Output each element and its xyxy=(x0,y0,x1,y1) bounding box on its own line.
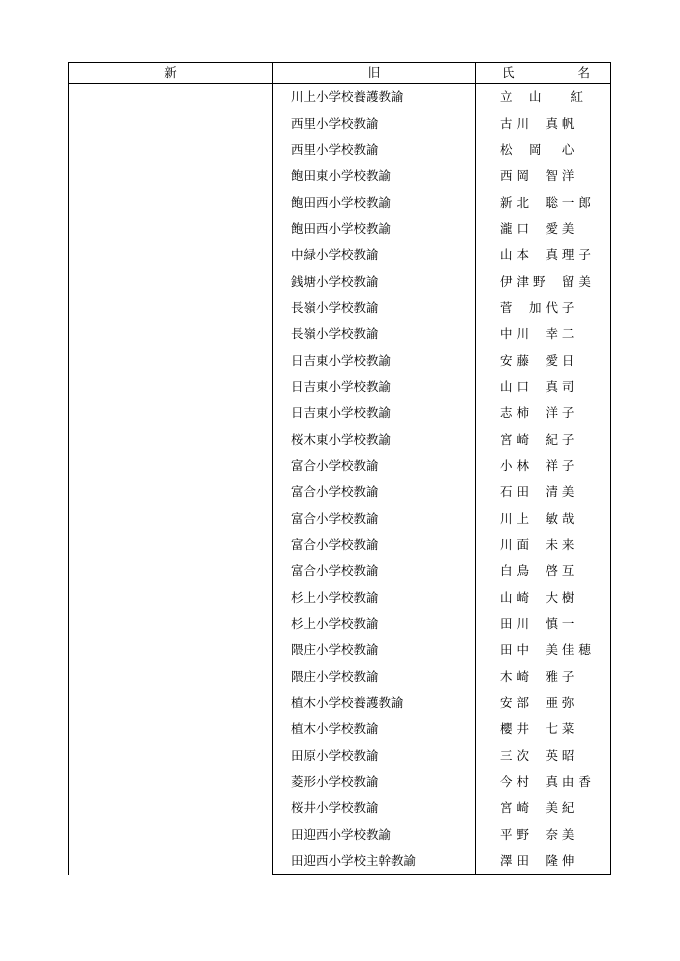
name-cell: 安 藤 愛 日 xyxy=(476,347,611,373)
name-cell: 新 北 聡 一 郎 xyxy=(476,189,611,215)
old-position-cell: 銭塘小学校教諭 xyxy=(273,268,476,294)
old-position-cell: 杉上小学校教諭 xyxy=(273,611,476,637)
name-cell: 中 川 幸 二 xyxy=(476,321,611,347)
old-position-cell: 飽田東小学校教諭 xyxy=(273,163,476,189)
old-position-cell: 桜井小学校教諭 xyxy=(273,795,476,821)
old-position-cell: 富合小学校教諭 xyxy=(273,532,476,558)
old-position-cell: 植木小学校教諭 xyxy=(273,716,476,742)
header-name-given: 名 xyxy=(577,65,590,80)
old-position-cell: 桜木東小学校教諭 xyxy=(273,426,476,452)
name-cell: 田 中 美 佳 穂 xyxy=(476,637,611,663)
name-cell: 宮 崎 紀 子 xyxy=(476,426,611,452)
name-cell: 川 上 敏 哉 xyxy=(476,506,611,532)
name-cell: 木 崎 雅 子 xyxy=(476,664,611,690)
table-row xyxy=(69,84,611,111)
old-position-cell: 川上小学校養護教諭 xyxy=(273,84,476,111)
name-cell: 今 村 真 由 香 xyxy=(476,769,611,795)
old-position-cell: 田迎西小学校教諭 xyxy=(273,822,476,848)
old-position-cell: 植木小学校養護教諭 xyxy=(273,690,476,716)
name-cell: 川 面 未 来 xyxy=(476,532,611,558)
name-cell: 山 口 真 司 xyxy=(476,374,611,400)
old-position-cell: 富合小学校教諭 xyxy=(273,506,476,532)
old-position-cell: 西里小学校教諭 xyxy=(273,110,476,136)
table-header-row xyxy=(69,63,611,84)
old-position-cell: 杉上小学校教諭 xyxy=(273,585,476,611)
name-cell: 白 鳥 啓 互 xyxy=(476,558,611,584)
old-position-cell: 田原小学校教諭 xyxy=(273,743,476,769)
new-position-cell xyxy=(69,84,273,875)
name-cell: 小 林 祥 子 xyxy=(476,453,611,479)
name-cell: 平 野 奈 美 xyxy=(476,822,611,848)
old-position-cell: 長嶺小学校教諭 xyxy=(273,295,476,321)
name-cell: 西 岡 智 洋 xyxy=(476,163,611,189)
old-position-cell: 田迎西小学校主幹教諭 xyxy=(273,848,476,875)
old-position-cell: 中緑小学校教諭 xyxy=(273,242,476,268)
old-position-cell: 長嶺小学校教諭 xyxy=(273,321,476,347)
old-position-cell: 西里小学校教諭 xyxy=(273,137,476,163)
name-cell: 三 次 英 昭 xyxy=(476,743,611,769)
name-cell: 立 山 紅 xyxy=(476,84,611,111)
old-position-cell: 飽田西小学校教諭 xyxy=(273,189,476,215)
name-cell: 澤 田 隆 伸 xyxy=(476,848,611,875)
personnel-table-container xyxy=(68,62,610,875)
old-position-cell: 日吉東小学校教諭 xyxy=(273,374,476,400)
name-cell: 菅 加 代 子 xyxy=(476,295,611,321)
header-old: 旧 xyxy=(273,63,476,84)
name-cell: 志 柿 洋 子 xyxy=(476,400,611,426)
old-position-cell: 日吉東小学校教諭 xyxy=(273,400,476,426)
name-cell: 宮 崎 美 紀 xyxy=(476,795,611,821)
name-cell: 松 岡 心 xyxy=(476,137,611,163)
old-position-cell: 飽田西小学校教諭 xyxy=(273,216,476,242)
header-name xyxy=(476,63,611,84)
name-cell: 櫻 井 七 菜 xyxy=(476,716,611,742)
name-cell: 古 川 真 帆 xyxy=(476,110,611,136)
old-position-cell: 隈庄小学校教諭 xyxy=(273,637,476,663)
header-name-surname: 氏 xyxy=(502,65,515,80)
name-cell: 山 崎 大 樹 xyxy=(476,585,611,611)
old-position-cell: 隈庄小学校教諭 xyxy=(273,664,476,690)
old-position-cell: 日吉東小学校教諭 xyxy=(273,347,476,373)
name-cell: 瀧 口 愛 美 xyxy=(476,216,611,242)
name-cell: 山 本 真 理 子 xyxy=(476,242,611,268)
name-cell: 石 田 清 美 xyxy=(476,479,611,505)
personnel-table xyxy=(68,62,611,875)
old-position-cell: 富合小学校教諭 xyxy=(273,558,476,584)
name-cell: 伊 津 野 留 美 xyxy=(476,268,611,294)
old-position-cell: 富合小学校教諭 xyxy=(273,479,476,505)
table-body xyxy=(69,84,611,875)
old-position-cell: 富合小学校教諭 xyxy=(273,453,476,479)
name-cell: 田 川 慎 一 xyxy=(476,611,611,637)
header-new: 新 xyxy=(69,63,273,84)
old-position-cell: 菱形小学校教諭 xyxy=(273,769,476,795)
name-cell: 安 部 亜 弥 xyxy=(476,690,611,716)
